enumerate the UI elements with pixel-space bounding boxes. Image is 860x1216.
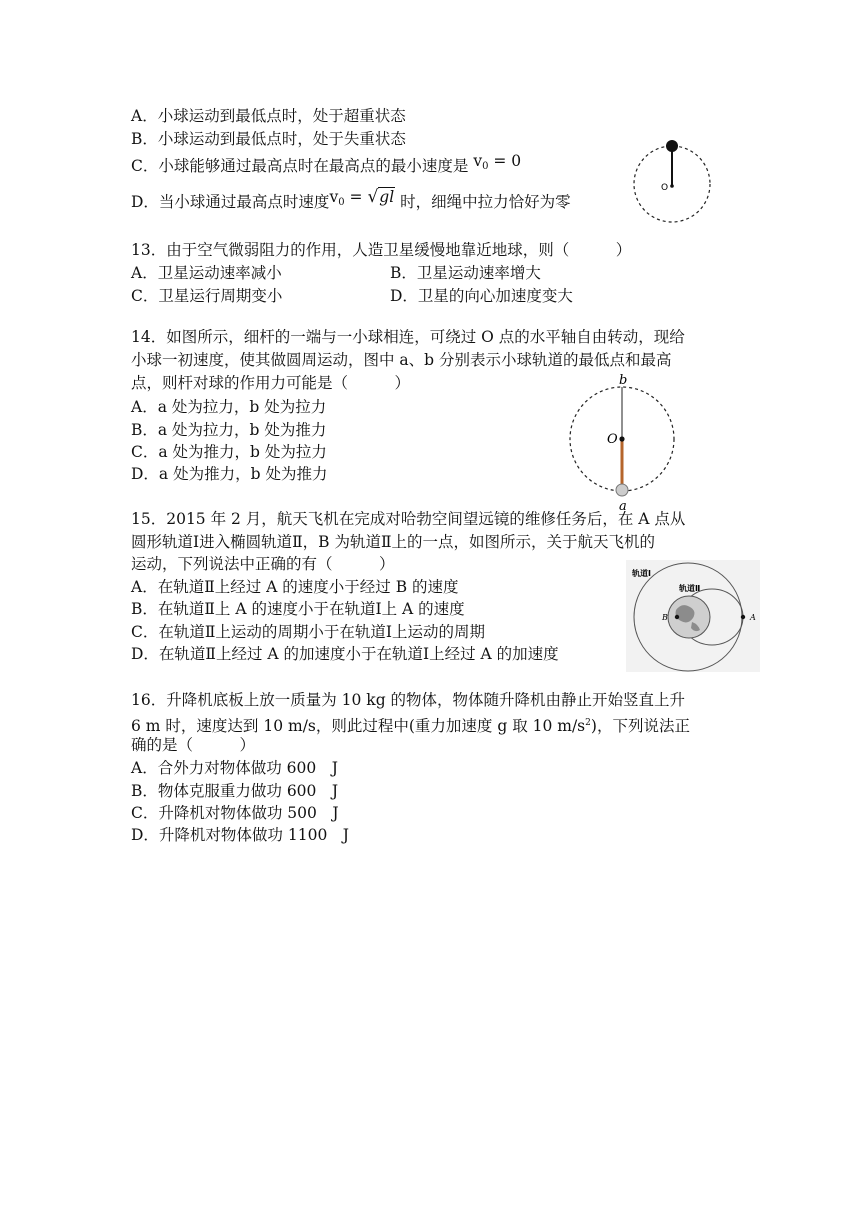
q12-option-c [131,152,522,182]
q16-stem-line2 [131,713,690,736]
q13-option-d: D．卫星的向心加速度变大 [390,287,573,305]
q14-option-d: D．a 处为推力，b 处为推力 [131,465,328,483]
q14-option-c: C．a 处为推力，b 处为拉力 [131,443,327,461]
q16-option-d: D．升降机对物体做功 1100 J [131,826,350,844]
formula-subscript: 0 [482,161,489,172]
q15-option-a: A．在轨道Ⅱ上经过 A 的速度小于经过 B 的速度 [131,578,459,596]
q13-option-c: C．卫星运行周期变小 [131,287,283,305]
q14-stem-line1: 14．如图所示，细杆的一端与一小球相连，可绕过 O 点的水平轴自由转动，现给 [131,328,685,346]
q16-stem-line3: 确的是（ ） [131,736,256,754]
q13-stem: 13．由于空气微弱阻力的作用，人造卫星缓慢地靠近地球，则（ ） [131,241,632,259]
q16-option-b: B．物体克服重力做功 600 J [131,782,339,800]
q12-option-d-pre: D．当小球通过最高点时速度 [131,193,330,211]
formula-v: v [473,152,483,170]
sqrt-radicand: gl [379,188,395,206]
q12-option-c-text: C．小球能够通过最高点时在最高点的最小速度是 [131,157,469,175]
q15-orbit-figure [626,560,760,672]
q15-fig-label-a: A [750,613,756,622]
q13-option-a: A．卫星运动速率减小 [131,264,282,282]
q12-circle-figure [628,138,716,226]
q12-option-d-formula [329,188,395,206]
q15-stem-line2: 圆形轨道Ⅰ进入椭圆轨道Ⅱ，B 为轨道Ⅱ上的一点，如图所示，关于航天飞机的 [131,533,656,551]
q16-option-c: C．升降机对物体做功 500 J [131,804,339,822]
q12-option-d-post: 时，细绳中拉力恰好为零 [400,193,571,211]
q12-option-d [131,187,571,218]
q16-option-a: A．合外力对物体做功 600 J [131,759,338,777]
q14-fig-label-o: O [607,432,618,447]
q14-fig-label-b: b [619,373,628,388]
q15-stem-line1: 15．2015 年 2 月，航天飞机在完成对哈勃空间望远镜的维修任务后，在 A 点从 [131,510,686,528]
formula-eq: = 0 [493,152,522,170]
q15-fig-label-b: B [662,613,668,622]
q12-option-c-formula [473,152,521,170]
q14-option-a: A．a 处为拉力，b 处为拉力 [131,398,327,416]
q15-option-b: B．在轨道Ⅱ上 A 的速度小于在轨道Ⅰ上 A 的速度 [131,600,465,618]
q15-fig-label-orbit1: 轨道Ⅰ [632,569,651,578]
formula-eq: = [349,188,363,206]
q14-stem-line3: 点，则杆对球的作用力可能是（ ） [131,374,411,392]
q13-option-b: B．卫星运动速率增大 [390,264,541,282]
q15-option-c: C．在轨道Ⅱ上运动的周期小于在轨道Ⅰ上运动的周期 [131,623,486,641]
q14-stem-line2: 小球一初速度，使其做圆周运动，图中 a、b 分别表示小球轨道的最低点和最高 [131,351,672,369]
formula-v: v [329,188,339,206]
q12-option-a: A．小球运动到最低点时，处于超重状态 [131,107,406,125]
q14-rod-figure [565,372,685,512]
q15-fig-label-orbit2: 轨道Ⅱ [679,584,701,593]
q15-stem-line3: 运动，下列说法中正确的有（ ） [131,555,395,573]
q14-option-b: B．a 处为拉力，b 处为推力 [131,421,327,439]
q14-fig-label-a: a [619,499,627,512]
q12-option-b: B．小球运动到最低点时，处于失重状态 [131,130,406,148]
q16-superscript: 2 [585,718,591,728]
q12-fig-label-o: O [661,183,669,193]
q16-stem-line1: 16．升降机底板上放一质量为 10 kg 的物体，物体随升降机由静止开始竖直上升 [131,691,686,709]
q16-stem-line2-pre: 6 m 时，速度达到 10 m/s，则此过程中(重力加速度 g 取 10 m/s [131,717,586,735]
q15-option-d: D．在轨道Ⅱ上经过 A 的加速度小于在轨道Ⅰ上经过 A 的加速度 [131,645,559,663]
formula-subscript: 0 [338,197,345,208]
q16-stem-line2-post: )，下列说法正 [590,717,690,735]
sqrt-sign: √ [367,187,379,207]
